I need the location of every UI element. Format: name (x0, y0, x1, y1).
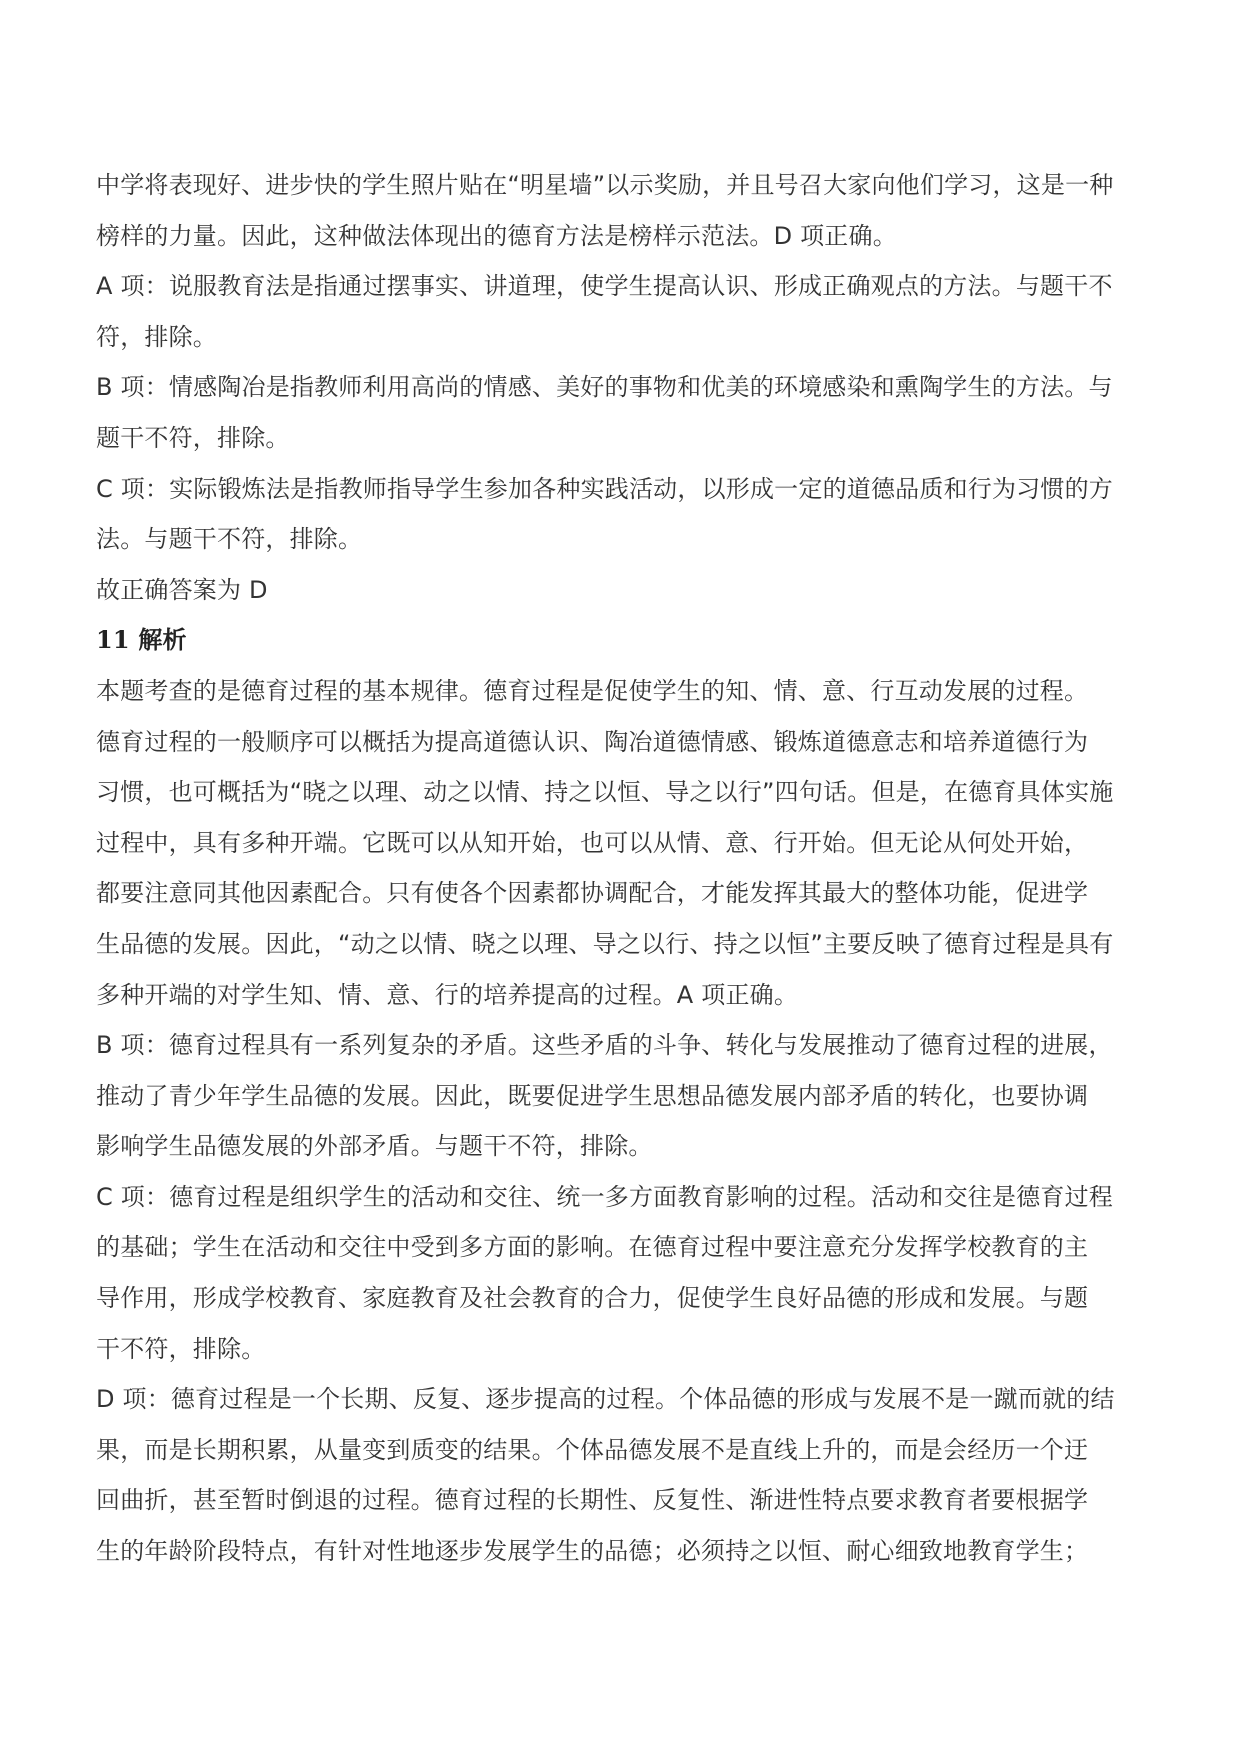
text-line: 的基础；学生在活动和交往中受到多方面的影响。在德育过程中要注意充分发挥学校教育的主 (96, 1233, 1089, 1262)
text-line: 回曲折，甚至暂时倒退的过程。德育过程的长期性、反复性、渐进性特点要求教育者要根据学 (96, 1486, 1089, 1515)
text-line: 故正确答案为 D (96, 575, 268, 604)
section-heading: 11 解析 (96, 625, 187, 655)
text-line: 法。与题干不符，排除。 (96, 525, 363, 554)
text-line: B 项：德育过程具有一系列复杂的矛盾。这些矛盾的斗争、转化与发展推动了德育过程的进展， (96, 1031, 1113, 1060)
text-line: C 项：实际锻炼法是指教师指导学生参加各种实践活动，以形成一定的道德品质和行为习惯的方 (96, 474, 1113, 503)
text-line: 中学将表现好、进步快的学生照片贴在“明星墙”以示奖励，并且号召大家向他们学习，这是一种 (96, 171, 1114, 199)
text-line: 影响学生品德发展的外部矛盾。与题干不符，排除。 (96, 1132, 653, 1161)
text-line: 生的年龄阶段特点，有针对性地逐步发展学生的品德；必须持之以恒、耐心细致地教育学生； (96, 1537, 1089, 1566)
text-line: 干不符，排除。 (96, 1334, 266, 1363)
text-line: 德育过程的一般顺序可以概括为提高道德认识、陶冶道德情感、锻炼道德意志和培养道德行为 (96, 727, 1089, 756)
text-line: B 项：情感陶冶是指教师利用高尚的情感、美好的事物和优美的环境感染和熏陶学生的方法。与 (96, 373, 1113, 402)
text-line: A 项：说服教育法是指通过摆事实、讲道理，使学生提高认识、形成正确观点的方法。与题干不 (96, 272, 1113, 301)
text-line: 榜样的力量。因此，这种做法体现出的德育方法是榜样示范法。D 项正确。 (96, 221, 897, 250)
text-line: 本题考查的是德育过程的基本规律。德育过程是促使学生的知、情、意、行互动发展的过程。 (96, 676, 1089, 705)
text-line: 果，而是长期积累，从量变到质变的结果。个体品德发展不是直线上升的，而是会经历一个迂 (96, 1435, 1089, 1464)
text-line: 题干不符，排除。 (96, 423, 290, 452)
text-line: 过程中，具有多种开端。它既可以从知开始，也可以从情、意、行开始。但无论从何处开始， (96, 828, 1089, 857)
text-line: 生品德的发展。因此，“动之以情、晓之以理、导之以行、持之以恒”主要反映了德育过程是具有 (96, 929, 1114, 958)
text-line: 推动了青少年学生品德的发展。因此，既要促进学生思想品德发展内部矛盾的转化，也要协调 (96, 1081, 1089, 1110)
document-body (96, 160, 1156, 1577)
text-line: 多种开端的对学生知、情、意、行的培养提高的过程。A 项正确。 (96, 980, 799, 1009)
text-line: 都要注意同其他因素配合。只有使各个因素都协调配合，才能发挥其最大的整体功能，促进学 (96, 879, 1089, 908)
text-line: 习惯，也可概括为“晓之以理、动之以情、持之以恒、导之以行”四句话。但是，在德育具体实施 (96, 778, 1114, 807)
text-line: C 项：德育过程是组织学生的活动和交往、统一多方面教育影响的过程。活动和交往是德育过程 (96, 1182, 1113, 1211)
text-line: 导作用，形成学校教育、家庭教育及社会教育的合力，促使学生良好品德的形成和发展。与题 (96, 1284, 1089, 1313)
text-line: 符，排除。 (96, 322, 217, 351)
text-line: D 项：德育过程是一个长期、反复、逐步提高的过程。个体品德的形成与发展不是一蹴而就的结 (96, 1385, 1115, 1414)
